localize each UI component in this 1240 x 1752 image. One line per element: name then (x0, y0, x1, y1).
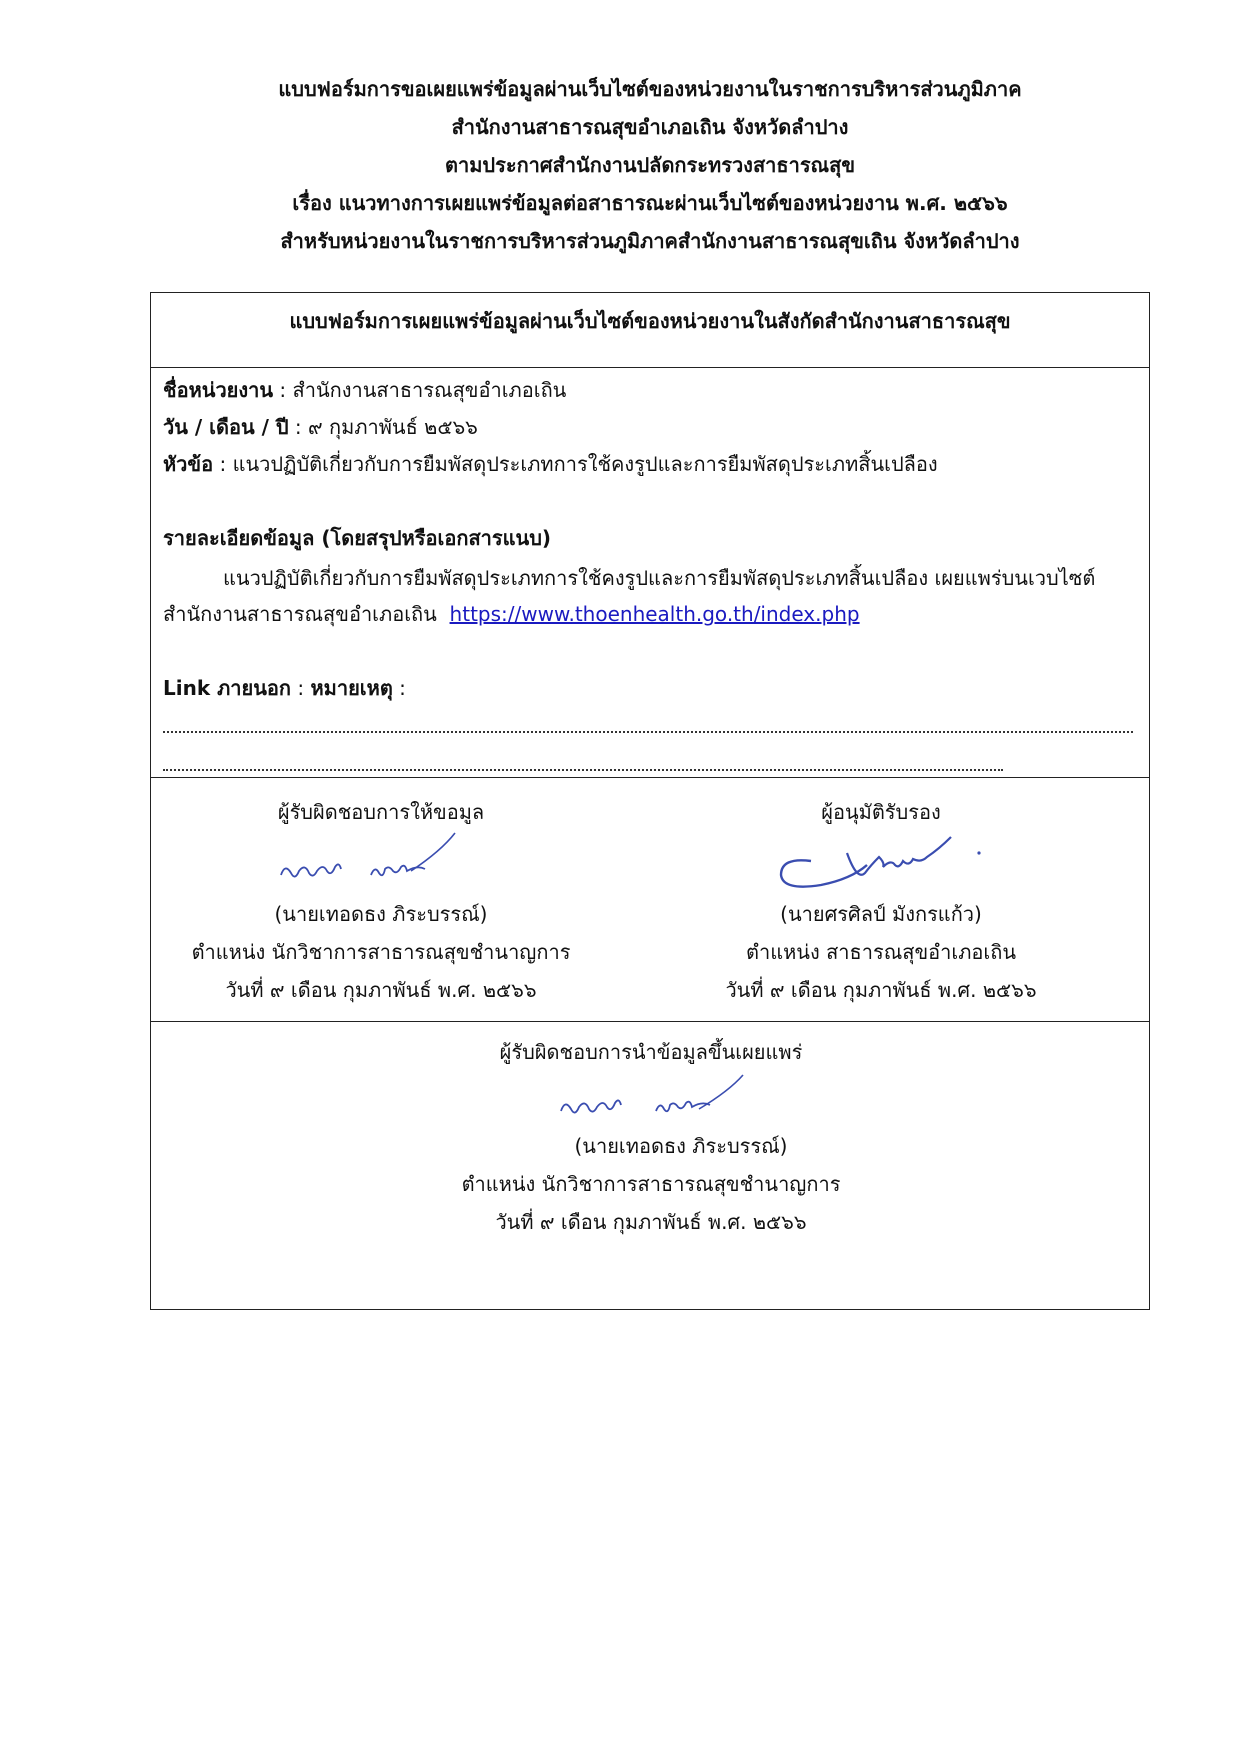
approver-signature-image (751, 831, 1011, 895)
date-row (163, 410, 478, 444)
date-value: : ๙ กุมภาพันธ์ ๒๕๖๖ (288, 415, 478, 439)
date-label: วัน / เดือน / ปี (163, 415, 289, 439)
form-divider-2 (151, 777, 1149, 778)
publisher-role: ผู้รับผิดชอบการนำข้อมูลขึ้นเผยแพร่ (499, 1040, 803, 1064)
form-divider-1 (151, 367, 1149, 368)
publisher-signature-image (521, 1071, 781, 1127)
provider-signature-image (261, 831, 501, 895)
note-separator: : (392, 676, 406, 700)
detail-text-line-1: แนวปฏิบัติเกี่ยวกับการยืมพัสดุประเภทการใช้คงรูปและการยืมพัสดุประเภทสิ้นเปลือง เผยแพร่บนเวบไซต์ (223, 566, 1096, 590)
publication-form (150, 292, 1150, 1310)
detail-heading (163, 521, 551, 555)
header-line-3: ตามประกาศสำนักงานปลัดกระทรวงสาธารณสุข (444, 153, 855, 177)
detail-link[interactable]: https://www.thoenhealth.go.th/index.php (449, 602, 860, 626)
note-label: หมายเหตุ (310, 676, 393, 700)
document-header (150, 70, 1150, 260)
publisher-date: วันที่ ๙ เดือน กุมภาพันธ์ พ.ศ. ๒๕๖๖ (495, 1210, 807, 1234)
provider-position: ตำแหน่ง นักวิชาการสาธารณสุขชำนาญการ (191, 940, 571, 964)
publisher-name: (นายเทอดธง ภิระบรรณ์) (574, 1134, 788, 1158)
detail-label: รายละเอียดข้อมูล (โดยสรุปหรือเอกสารแนบ) (163, 526, 552, 550)
agency-value: : สำนักงานสาธารณสุขอำเภอเถิน (273, 378, 567, 402)
detail-text-line-2 (163, 597, 860, 631)
agency-label: ชื่อหน่วยงาน (163, 378, 274, 402)
dotted-line-1 (163, 731, 1133, 733)
link-separator: : (291, 676, 311, 700)
header-line-1: แบบฟอร์มการขอเผยแพร่ข้อมูลผ่านเว็บไซต์ของหน่วยงานในราชการบริหารส่วนภูมิภาค (278, 77, 1022, 101)
form-divider-3 (151, 1021, 1149, 1022)
provider-date: วันที่ ๙ เดือน กุมภาพันธ์ พ.ศ. ๒๕๖๖ (225, 978, 537, 1002)
approver-name: (นายศรศิลป์ มังกรแก้ว) (780, 902, 982, 926)
header-line-2: สำนักงานสาธารณสุขอำเภอเถิน จังหวัดลำปาง (451, 115, 849, 139)
approver-position: ตำแหน่ง สาธารณสุขอำเภอเถิน (745, 940, 1017, 964)
approver-signature-block (671, 793, 1091, 1009)
publisher-position: ตำแหน่ง นักวิชาการสาธารณสุขชำนาญการ (461, 1172, 841, 1196)
approver-role: ผู้อนุมัติรับรอง (821, 800, 941, 824)
provider-signature-block (171, 793, 591, 1009)
publisher-signature-block (391, 1033, 911, 1241)
approver-date: วันที่ ๙ เดือน กุมภาพันธ์ พ.ศ. ๒๕๖๖ (725, 978, 1037, 1002)
header-line-5: สำหรับหน่วยงานในราชการบริหารส่วนภูมิภาคสำนักงานสาธารณสุขเถิน จังหวัดลำปาง (280, 229, 1020, 253)
topic-row (163, 447, 938, 481)
link-label: Link ภายนอก (163, 676, 292, 700)
header-line-4: เรื่อง แนวทางการเผยแพร่ข้อมูลต่อสาธารณะผ่านเว็บไซต์ของหน่วยงาน พ.ศ. ๒๕๖๖ (292, 191, 1008, 215)
agency-row (163, 373, 566, 407)
form-title: แบบฟอร์มการเผยแพร่ข้อมูลผ่านเว็บไซต์ของหน่วยงานในสังกัดสำนักงานสาธารณสุข (289, 309, 1011, 333)
provider-name: (นายเทอดธง ภิระบรรณ์) (274, 902, 488, 926)
detail-text-agency: สำนักงานสาธารณสุขอำเภอเถิน (163, 602, 437, 626)
topic-label: หัวข้อ (163, 452, 214, 476)
dotted-line-2 (163, 769, 1003, 771)
provider-role: ผู้รับผิดชอบการให้ขอมูล (277, 800, 485, 824)
link-note-row (163, 671, 406, 705)
topic-value: : แนวปฏิบัติเกี่ยวกับการยืมพัสดุประเภทการใช้คงรูปและการยืมพัสดุประเภทสิ้นเปลือง (213, 452, 938, 476)
